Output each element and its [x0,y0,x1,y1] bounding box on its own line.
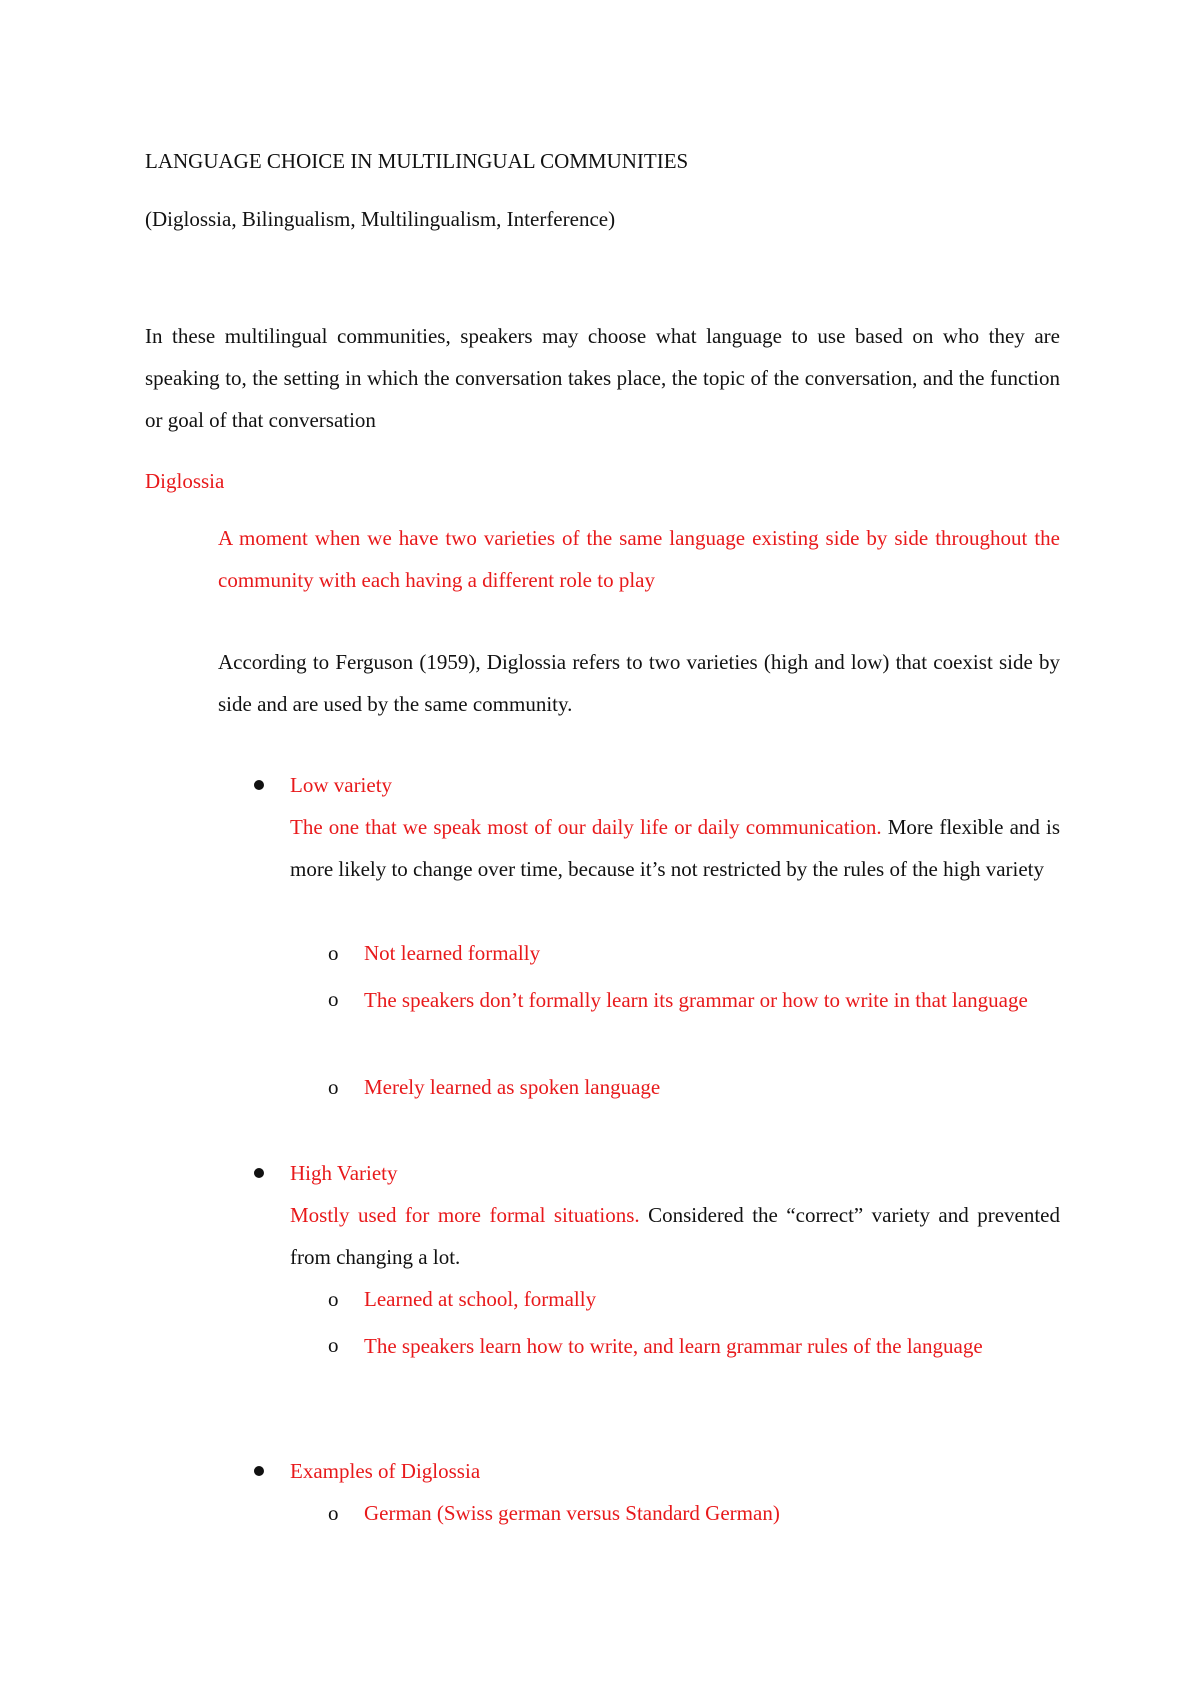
high-sub-item: Learned at school, formally [364,1287,597,1311]
high-variety-desc-highlight: Mostly used for more formal situations. [290,1203,640,1227]
high-variety-desc-rest: Considered the “correct” variety and prevented from changing a lot. [290,1203,1060,1269]
bullet-icon [254,780,264,790]
low-variety-desc-rest: More flexible and is more likely to change over time, because it’s not restricted by the rules of the high variety [290,815,1060,881]
intro-paragraph: In these multilingual communities, speakers may choose what language to use based on who they are speaking to, the setting in which the conversation takes place, the topic of the conversation, and the function or goal of that conversation [145,324,1060,432]
sub-bullet-icon: o [328,1075,339,1099]
high-variety-description [290,1194,1060,1278]
low-sub-item: The speakers don’t formally learn its grammar or how to write in that language [364,988,1028,1012]
ferguson-paragraph: According to Ferguson (1959), Diglossia refers to two varieties (high and low) that coexist side by side and are used by the same community. [218,650,1060,716]
low-variety-heading: Low variety [290,773,393,797]
low-sub-item: Merely learned as spoken language [364,1075,661,1099]
bullet-icon [254,1466,264,1476]
sub-bullet-icon: o [328,1501,339,1525]
sub-bullet-icon: o [328,987,339,1011]
high-variety-heading: High Variety [290,1161,398,1185]
document-subtitle: (Diglossia, Bilingualism, Multilingualism, Interference) [145,207,616,231]
low-variety-description [290,806,1060,890]
examples-heading: Examples of Diglossia [290,1459,481,1483]
sub-bullet-icon: o [328,1333,339,1357]
document-title: LANGUAGE CHOICE IN MULTILINGUAL COMMUNITIES [145,149,689,173]
diglossia-heading: Diglossia [145,469,225,493]
diglossia-definition: A moment when we have two varieties of the same language existing side by side throughout the community with each having a different role to play [218,526,1060,592]
low-sub-item: Not learned formally [364,941,541,965]
high-sub-item: The speakers learn how to write, and learn grammar rules of the language [364,1334,983,1358]
low-variety-desc-highlight: The one that we speak most of our daily life or daily communication. [290,815,882,839]
examples-sub-item: German (Swiss german versus Standard German) [364,1501,780,1525]
sub-bullet-icon: o [328,941,339,965]
bullet-icon [254,1168,264,1178]
sub-bullet-icon: o [328,1287,339,1311]
